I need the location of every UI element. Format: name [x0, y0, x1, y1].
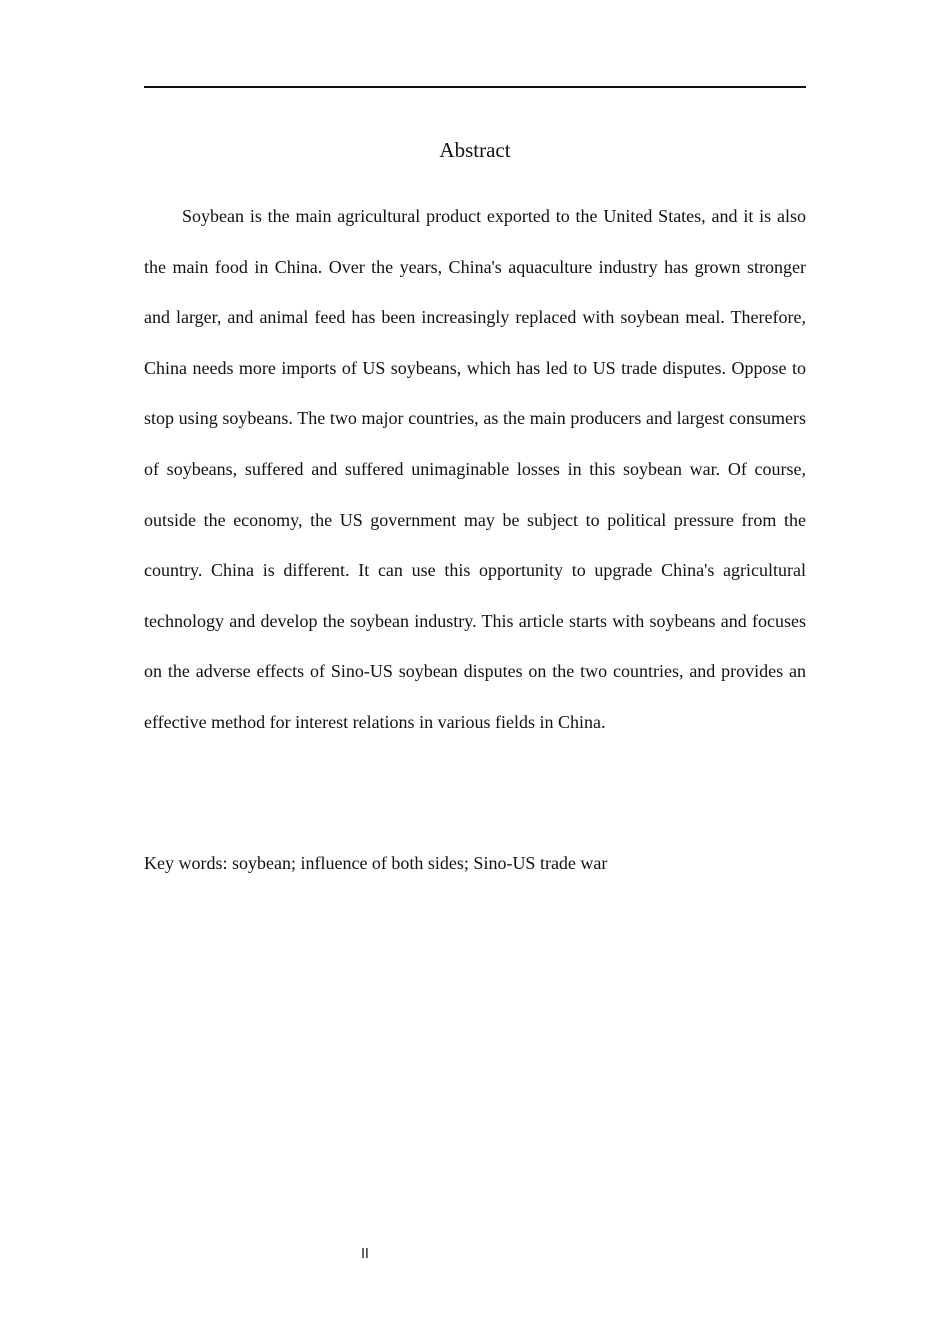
page-number: II — [361, 1247, 369, 1262]
abstract-paragraph: Soybean is the main agricultural product exported to the United States, and it is also the main food in China. Over the years, China's aquaculture industry has grown stronger and larger, and animal feed has been increasingly replaced with soybean meal. Therefore, China needs more imports of US soybeans, which has led to US trade disputes. Oppose to stop using soybeans. The two major countries, as the main producers and largest consumers of soybeans, suffered and suffered unimaginable losses in this soybean war. Of course, outside the economy, the US government may be subject to political pressure from the country. China is different. It can use this opportunity to upgrade China's agricultural technology and develop the soybean industry. This article starts with soybeans and focuses on the adverse effects of Sino-US soybean disputes on the two countries, and provides an effective method for interest relations in various fields in China. — [144, 206, 806, 732]
keywords-line: Key words: soybean; influence of both sides; Sino-US trade war — [144, 853, 608, 873]
header-rule — [144, 86, 806, 88]
page-title: Abstract — [439, 138, 511, 162]
